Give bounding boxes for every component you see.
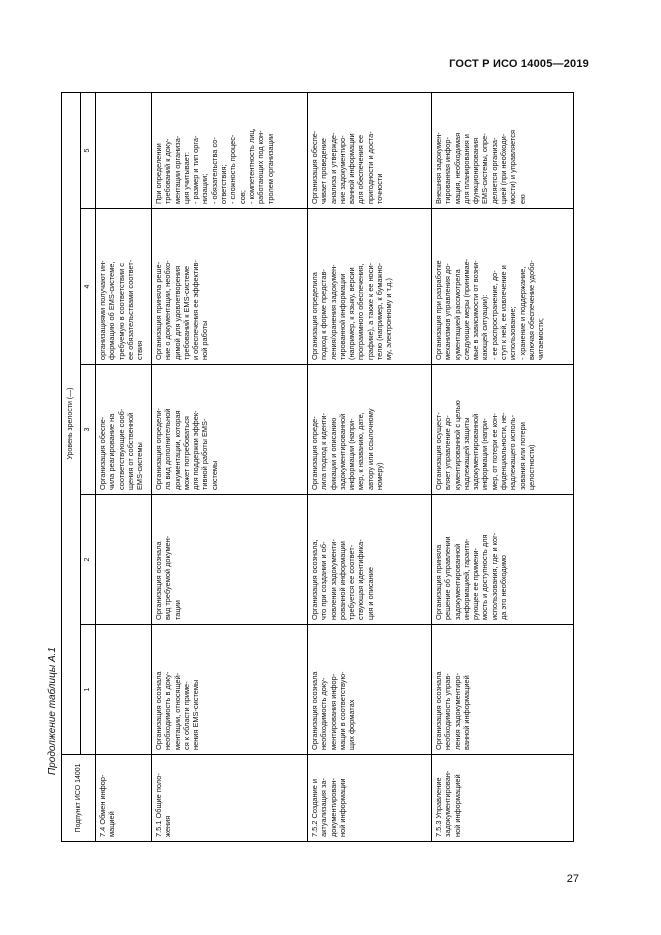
table-row (152, 93, 308, 842)
standard-header: ГОСТ Р ИСО 14005—2019 (449, 58, 589, 70)
table-cell: При определении требований к доку- ментации организа- ция учитывает: - размер и тип орга- низации; - обязательства со- ответствия; - сложность процес- сов; - компетентность лиц, работающих под кон- тролем организации (152, 93, 308, 209)
header-level-1: 1 (81, 625, 96, 755)
maturity-table (61, 92, 574, 842)
table-cell: Организация осознала необходимость доку- ментирования инфор- мации в соответствую- щих форматах (308, 625, 432, 755)
table-cell: Организация определи- ла вид дополнительной документации, которая может потребоваться для поддержки эффек- тивной работы EMS- системы (152, 365, 308, 495)
table-cell: Организация осознала вид требуемой докумен- тации (152, 495, 308, 625)
table-cell: Внешняя задокумен- тированная инфор- мация, необходимая для планирования и функционирования EMS-системы, опре- деляется организа- цией (при необходи- мости) и управляется ею (432, 93, 574, 209)
header-row-1 (62, 93, 81, 842)
row-clause: 7.5.1 Общие поло- жения (152, 755, 308, 842)
header-level-2: 2 (81, 495, 96, 625)
rotated-table-container (61, 93, 573, 842)
header-level-4: 4 (81, 209, 96, 365)
table-row (96, 93, 152, 842)
table-cell: Организация опреде- лила подход к иденти- фикации и описанию задокументированной информации (напри- мер, к названию, дате, автору или ссылочному номеру) (308, 365, 432, 495)
page-number: 27 (566, 873, 579, 885)
row-clause: 7.5.2 Создание и актуализация за- документирован- ной информации (308, 755, 432, 842)
table-cell (96, 625, 152, 755)
table-cell: Организация обеспе- чивает проведение анализа и утвержде- ние задокументиро- ванной информации для обеспечения ее пригодности и доста- точности (308, 93, 432, 209)
table-cell: Организация осознала необходимость в доку- ментации, относящей- ся к области приме- нения EMS-системы (152, 625, 308, 755)
table-row (308, 93, 432, 842)
table-cell: Организация осущест- вляет управление до- кументированной с целью надлежащей защиты задокументированной информации (напри- мер, от потери ее кон- фиденциальности, не- надлежащего исполь- зования или потери целостности) (432, 365, 574, 495)
header-row-2 (81, 93, 96, 842)
table-cell: Организация обеспе- чила реагирование на соответствующие сооб- щения от собственной EMS-системы (96, 365, 152, 495)
table-row (432, 93, 574, 842)
header-clause: Подпункт ИСО 14001 (62, 755, 96, 842)
row-clause: 7.4 Обмен инфор- мацией (96, 755, 152, 842)
table-cell (96, 495, 152, 625)
table-cell: организациями получают ин- формацию об EMS-системе, требуемую в соответствии с ее обязательствами соответ- ствия (96, 209, 152, 365)
table-cell: Организация осознала, что при создании и об- новлении задокументи- рованной информации требуется ее соответ- ствующая идентифика- ция и описание (308, 495, 432, 625)
table-cell: Организация приняла реше- ние о документации, необхо- димой для удовлетворения требований к EMS-системе и обеспечения ее эффектив- ной работы (152, 209, 308, 365)
table-cell: Организация осознала необходимость управ- ления задокументиро- ванной информацией (432, 625, 574, 755)
header-level-group: Уровень зрелости (—) (62, 93, 81, 755)
table-cell: Организация приняла решение об управлении задокументированной информацией, гаранти- рующее ее примени- мость и доступность для использования, где и ког- да это необходимо (432, 495, 574, 625)
table-cell: Организация при разработке механизмов управления до- кументацией рассмотрела следующие меры (принимае- мые в зависимости от возни- кающей ситуации): - ее распространение, до- ступ к ней, ее извлечение и использование; - хранение и поддержание, включая обеспечение удобо- читаемости; (432, 209, 574, 365)
table-cell: Организация определила подход к форме представ- ления/хранения задокумен- тированной информации (например, к языку, версии программного обеспечения, графике), а также к ее носи- телю (например, к бумажно- му, электронному и т.д.) (308, 209, 432, 365)
row-clause: 7.5.3 Управление задокументирован- ной информацией (432, 755, 574, 842)
header-level-5: 5 (81, 93, 96, 209)
table-cell (96, 93, 152, 209)
table-caption: Продолжение таблицы А.1 (47, 647, 58, 775)
header-level-3: 3 (81, 365, 96, 495)
